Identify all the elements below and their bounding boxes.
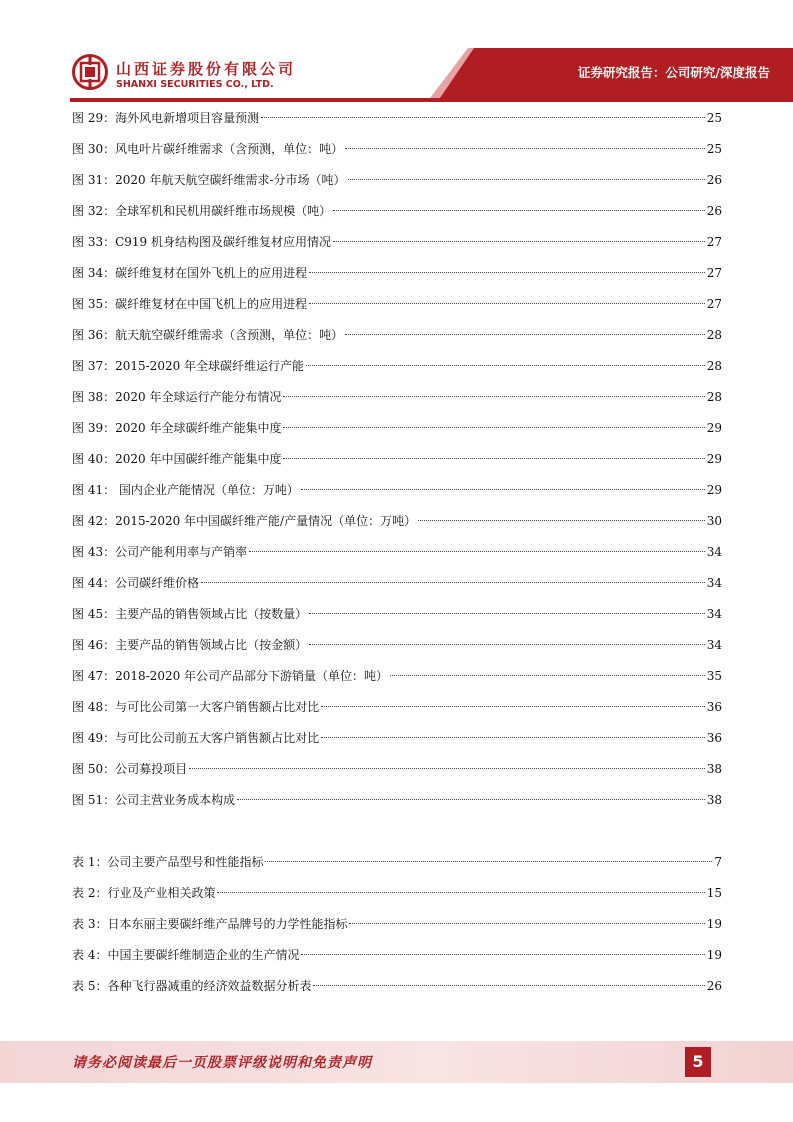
dot-leader: [237, 799, 705, 800]
toc-figure-entry-page: 26: [706, 204, 722, 218]
report-type: 证券研究报告：公司研究/深度报告: [577, 65, 770, 80]
dot-leader: [283, 458, 704, 459]
toc-figure-entry-label: 图 51：公司主营业务成本构成: [72, 793, 236, 807]
toc-figure-entry-label: 图 42：2015-2020 年中国碳纤维产能/产量情况（单位：万吨）: [72, 514, 417, 528]
toc-figure-entry-label: 图 37：2015-2020 年全球碳纤维运行产能: [72, 359, 305, 373]
toc-figure-entry[interactable]: [72, 227, 722, 258]
dot-leader: [345, 334, 705, 335]
toc-table-entry-page: 7: [714, 855, 722, 869]
toc-figure-entry[interactable]: [72, 506, 722, 537]
dot-leader: [283, 427, 704, 428]
toc-table-entry[interactable]: [72, 878, 722, 909]
toc-figure-entry-page: 34: [706, 576, 722, 590]
header-divider: [70, 98, 793, 102]
toc-figure-entry-page: 34: [706, 638, 722, 652]
dot-leader: [249, 551, 705, 552]
toc-figure-entry-page: 35: [706, 669, 722, 683]
dot-leader: [265, 861, 712, 862]
toc-figure-entry[interactable]: [72, 351, 722, 382]
page-footer: [0, 1041, 793, 1122]
toc-figure-entry-page: 28: [706, 328, 722, 342]
toc-figure-entry[interactable]: [72, 258, 722, 289]
toc-figure-entry[interactable]: [72, 568, 722, 599]
toc-table-entry[interactable]: [72, 847, 722, 878]
toc-list: [72, 103, 722, 1002]
company-logo-icon: [72, 54, 108, 90]
toc-figure-entry[interactable]: [72, 630, 722, 661]
toc-figure-entry[interactable]: [72, 661, 722, 692]
dot-leader: [301, 489, 705, 490]
toc-table-entry-label: 表 5：各种飞行器减重的经济效益数据分析表: [72, 979, 312, 993]
toc-figure-entry-page: 29: [706, 452, 722, 466]
company-name-cn: 山西证券股份有限公司: [116, 60, 297, 78]
toc-table-entry-page: 15: [706, 886, 722, 900]
toc-figure-entry-label: 图 35：碳纤维复材在中国飞机上的应用进程: [72, 297, 308, 311]
dot-leader: [321, 737, 705, 738]
dot-leader: [306, 365, 705, 366]
toc-figure-entry-page: 36: [706, 731, 722, 745]
page-header: [0, 0, 793, 100]
dot-leader: [283, 396, 704, 397]
toc-figure-entry-label: 图 49：与可比公司前五大客户销售额占比对比: [72, 731, 320, 745]
toc-table-entry-label: 表 4：中国主要碳纤维制造企业的生产情况: [72, 948, 300, 962]
toc-figure-entry-page: 34: [706, 607, 722, 621]
toc-figure-entry-page: 27: [706, 297, 722, 311]
toc-figure-entry[interactable]: [72, 785, 722, 816]
dot-leader: [333, 241, 705, 242]
toc-figure-entry-label: 图 47：2018-2020 年公司产品部分下游销量（单位：吨）: [72, 669, 389, 683]
toc-figure-entry-page: 29: [706, 483, 722, 497]
toc-figure-entry[interactable]: [72, 723, 722, 754]
toc-figure-entry[interactable]: [72, 537, 722, 568]
toc-figure-entry[interactable]: [72, 103, 722, 134]
dot-leader: [309, 272, 705, 273]
toc-figure-entry-label: 图 46：主要产品的销售领域占比（按金额）: [72, 638, 308, 652]
toc-table-entry-label: 表 3：日本东丽主要碳纤维产品牌号的力学性能指标: [72, 917, 348, 931]
dot-leader: [333, 210, 705, 211]
toc-figure-entry-label: 图 48：与可比公司第一大客户销售额占比对比: [72, 700, 320, 714]
toc-figure-entry-label: 图 36：航天航空碳纤维需求（含预测，单位：吨）: [72, 328, 344, 342]
dot-leader: [189, 768, 705, 769]
toc-figure-entry[interactable]: [72, 692, 722, 723]
toc-table-entry-page: 19: [706, 948, 722, 962]
toc-table-entry-page: 26: [706, 979, 722, 993]
toc-figure-entry-page: 27: [706, 235, 722, 249]
toc-figure-entry-label: 图 30：风电叶片碳纤维需求（含预测，单位：吨）: [72, 142, 344, 156]
toc-figure-entry-page: 25: [706, 142, 722, 156]
dot-leader: [418, 520, 705, 521]
toc-figure-entry-label: 图 34：碳纤维复材在国外飞机上的应用进程: [72, 266, 308, 280]
toc-figure-entry[interactable]: [72, 165, 722, 196]
toc-figure-entry-label: 图 29：海外风电新增项目容量预测: [72, 111, 260, 125]
toc-figure-entry-page: 26: [706, 173, 722, 187]
toc-figure-entry-page: 29: [706, 421, 722, 435]
page-number: 5: [685, 1047, 711, 1077]
toc-figure-entry-page: 36: [706, 700, 722, 714]
toc-figure-entry[interactable]: [72, 289, 722, 320]
company-name-en: SHANXI SECURITIES CO., LTD.: [116, 79, 274, 90]
dot-leader: [348, 179, 705, 180]
section-gap: [72, 816, 722, 847]
toc-table-entry[interactable]: [72, 909, 722, 940]
toc-figure-entry[interactable]: [72, 599, 722, 630]
toc-figure-entry-page: 34: [706, 545, 722, 559]
toc-table-entry[interactable]: [72, 971, 722, 1002]
dot-leader: [321, 706, 705, 707]
toc-table-entry-label: 表 2：行业及产业相关政策: [72, 886, 216, 900]
toc-figure-entry-label: 图 50：公司募投项目: [72, 762, 188, 776]
toc-figure-entry-page: 38: [706, 762, 722, 776]
toc-figure-entry-label: 图 38：2020 年全球运行产能分布情况: [72, 390, 282, 404]
toc-figure-entry[interactable]: [72, 134, 722, 165]
toc-figure-entry-label: 图 44：公司碳纤维价格: [72, 576, 200, 590]
dot-leader: [390, 675, 705, 676]
toc-figure-entry-label: 图 41： 国内企业产能情况（单位：万吨）: [72, 483, 299, 497]
figure-list: [72, 103, 722, 816]
dot-leader: [217, 892, 704, 893]
disclaimer-text: 请务必阅读最后一页股票评级说明和免责声明: [72, 1055, 372, 1071]
toc-figure-entry-label: 图 43：公司产能利用率与产销率: [72, 545, 248, 559]
toc-figure-entry[interactable]: [72, 475, 722, 506]
toc-figure-entry-page: 28: [706, 390, 722, 404]
toc-figure-entry[interactable]: [72, 382, 722, 413]
dot-leader: [349, 923, 704, 924]
toc-figure-entry-label: 图 39：2020 年全球碳纤维产能集中度: [72, 421, 282, 435]
toc-figure-entry-label: 图 31：2020 年航天航空碳纤维需求-分市场（吨）: [72, 173, 346, 187]
toc-figure-entry[interactable]: [72, 754, 722, 785]
toc-table-entry[interactable]: [72, 940, 722, 971]
toc-figure-entry[interactable]: [72, 196, 722, 227]
toc-figure-entry-page: 30: [706, 514, 722, 528]
dot-leader: [309, 644, 705, 645]
dot-leader: [261, 117, 705, 118]
toc-table-entry-label: 表 1：公司主要产品型号和性能指标: [72, 855, 264, 869]
toc-figure-entry-label: 图 32：全球军机和民机用碳纤维市场规模（吨）: [72, 204, 332, 218]
toc-figure-entry-page: 28: [706, 359, 722, 373]
toc-figure-entry[interactable]: [72, 320, 722, 351]
toc-figure-entry[interactable]: [72, 444, 722, 475]
dot-leader: [345, 148, 705, 149]
toc-figure-entry-label: 图 33：C919 机身结构图及碳纤维复材应用情况: [72, 235, 331, 249]
toc-table-entry-page: 19: [706, 917, 722, 931]
dot-leader: [201, 582, 705, 583]
dot-leader: [301, 954, 704, 955]
toc-figure-entry-label: 图 45：主要产品的销售领域占比（按数量）: [72, 607, 308, 621]
dot-leader: [313, 985, 704, 986]
toc-figure-entry-page: 27: [706, 266, 722, 280]
table-list: [72, 847, 722, 1002]
toc-figure-entry-page: 38: [706, 793, 722, 807]
toc-figure-entry[interactable]: [72, 413, 722, 444]
dot-leader: [309, 613, 705, 614]
toc-figure-entry-page: 25: [706, 111, 722, 125]
dot-leader: [309, 303, 705, 304]
toc-figure-entry-label: 图 40：2020 年中国碳纤维产能集中度: [72, 452, 282, 466]
